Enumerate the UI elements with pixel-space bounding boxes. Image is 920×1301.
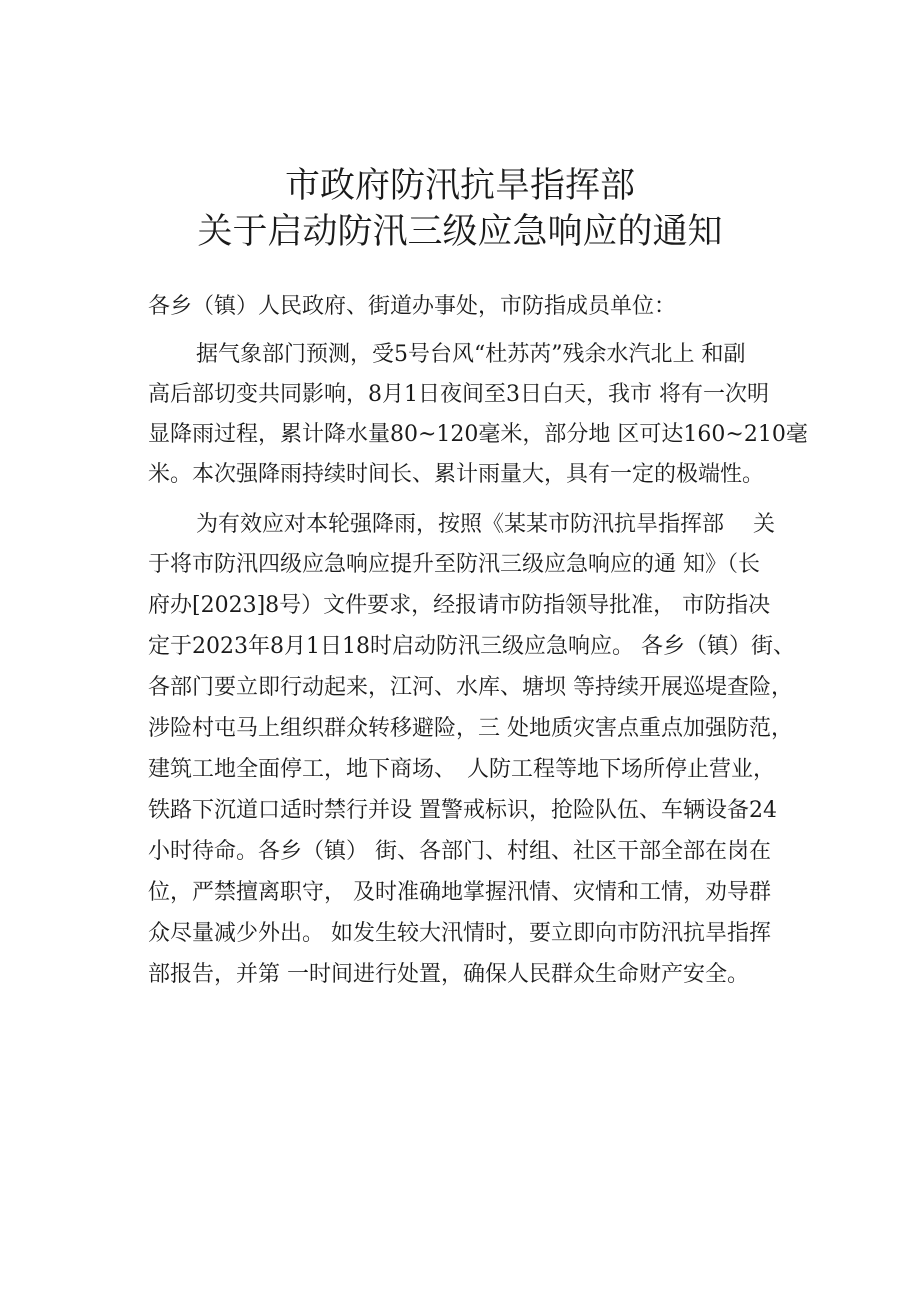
paragraph-2-line: 部报告，并第 一时间进行处置，确保人民群众生命财产安全。	[148, 962, 749, 987]
paragraph-1-line: 据气象部门预测，受5号台风“杜苏芮”残余水汽北上 和副	[196, 342, 746, 367]
paragraph-2-line: 各部门要立即行动起来，江河、水库、塘坝 等持续开展巡堤查险，	[148, 675, 793, 700]
paragraph-2-line: 位，严禁擅离职守， 及时准确地掌握汛情、灾情和工情，劝导群	[148, 880, 771, 905]
paragraph-2-line: 涉险村屯马上组织群众转移避险，三 处地质灾害点重点加强防范，	[148, 716, 793, 741]
document-title-line-2: 关于启动防汛三级应急响应的通知	[197, 212, 723, 252]
paragraph-2-line: 于将市防汛四级应急响应提升至防汛三级应急响应的通 知》（长	[148, 552, 760, 577]
paragraph-2-line: 府办[2023]8号）文件要求，经报请市防指领导批准， 市防指决	[148, 593, 771, 618]
document-title-line-1: 市政府防汛抗旱指挥部	[284, 166, 635, 206]
paragraph-2-line: 为有效应对本轮强降雨，按照《某某市防汛抗旱指挥部 关	[196, 512, 775, 537]
paragraph-2-line: 小时待命。各乡（镇） 街、各部门、村组、社区干部全部在岗在	[148, 839, 771, 864]
paragraph-2-line: 众尽量减少外出。 如发生较大汛情时，要立即向市防汛抗旱指挥	[148, 921, 771, 946]
salutation: 各乡（镇）人民政府、街道办事处，市防指成员单位：	[148, 294, 677, 319]
paragraph-1-line: 高后部切变共同影响，8月1日夜间至3日白天，我市 将有一次明	[148, 382, 769, 407]
paragraph-1-line: 米。本次强降雨持续时间长、累计雨量大，具有一定的极端性。	[148, 462, 765, 487]
paragraph-1-line: 显降雨过程，累计降水量80~120毫米，部分地 区可达160~210毫	[148, 422, 808, 447]
paragraph-2-line: 建筑工地全面停工，地下商场、 人防工程等地下场所停止营业，	[148, 757, 776, 782]
paragraph-2-line: 定于2023年8月1日18时启动防汛三级应急响应。 各乡（镇）街、	[148, 634, 795, 659]
paragraph-2-line: 铁路下沉道口适时禁行并设 置警戒标识，抢险队伍、车辆设备24	[148, 798, 777, 823]
